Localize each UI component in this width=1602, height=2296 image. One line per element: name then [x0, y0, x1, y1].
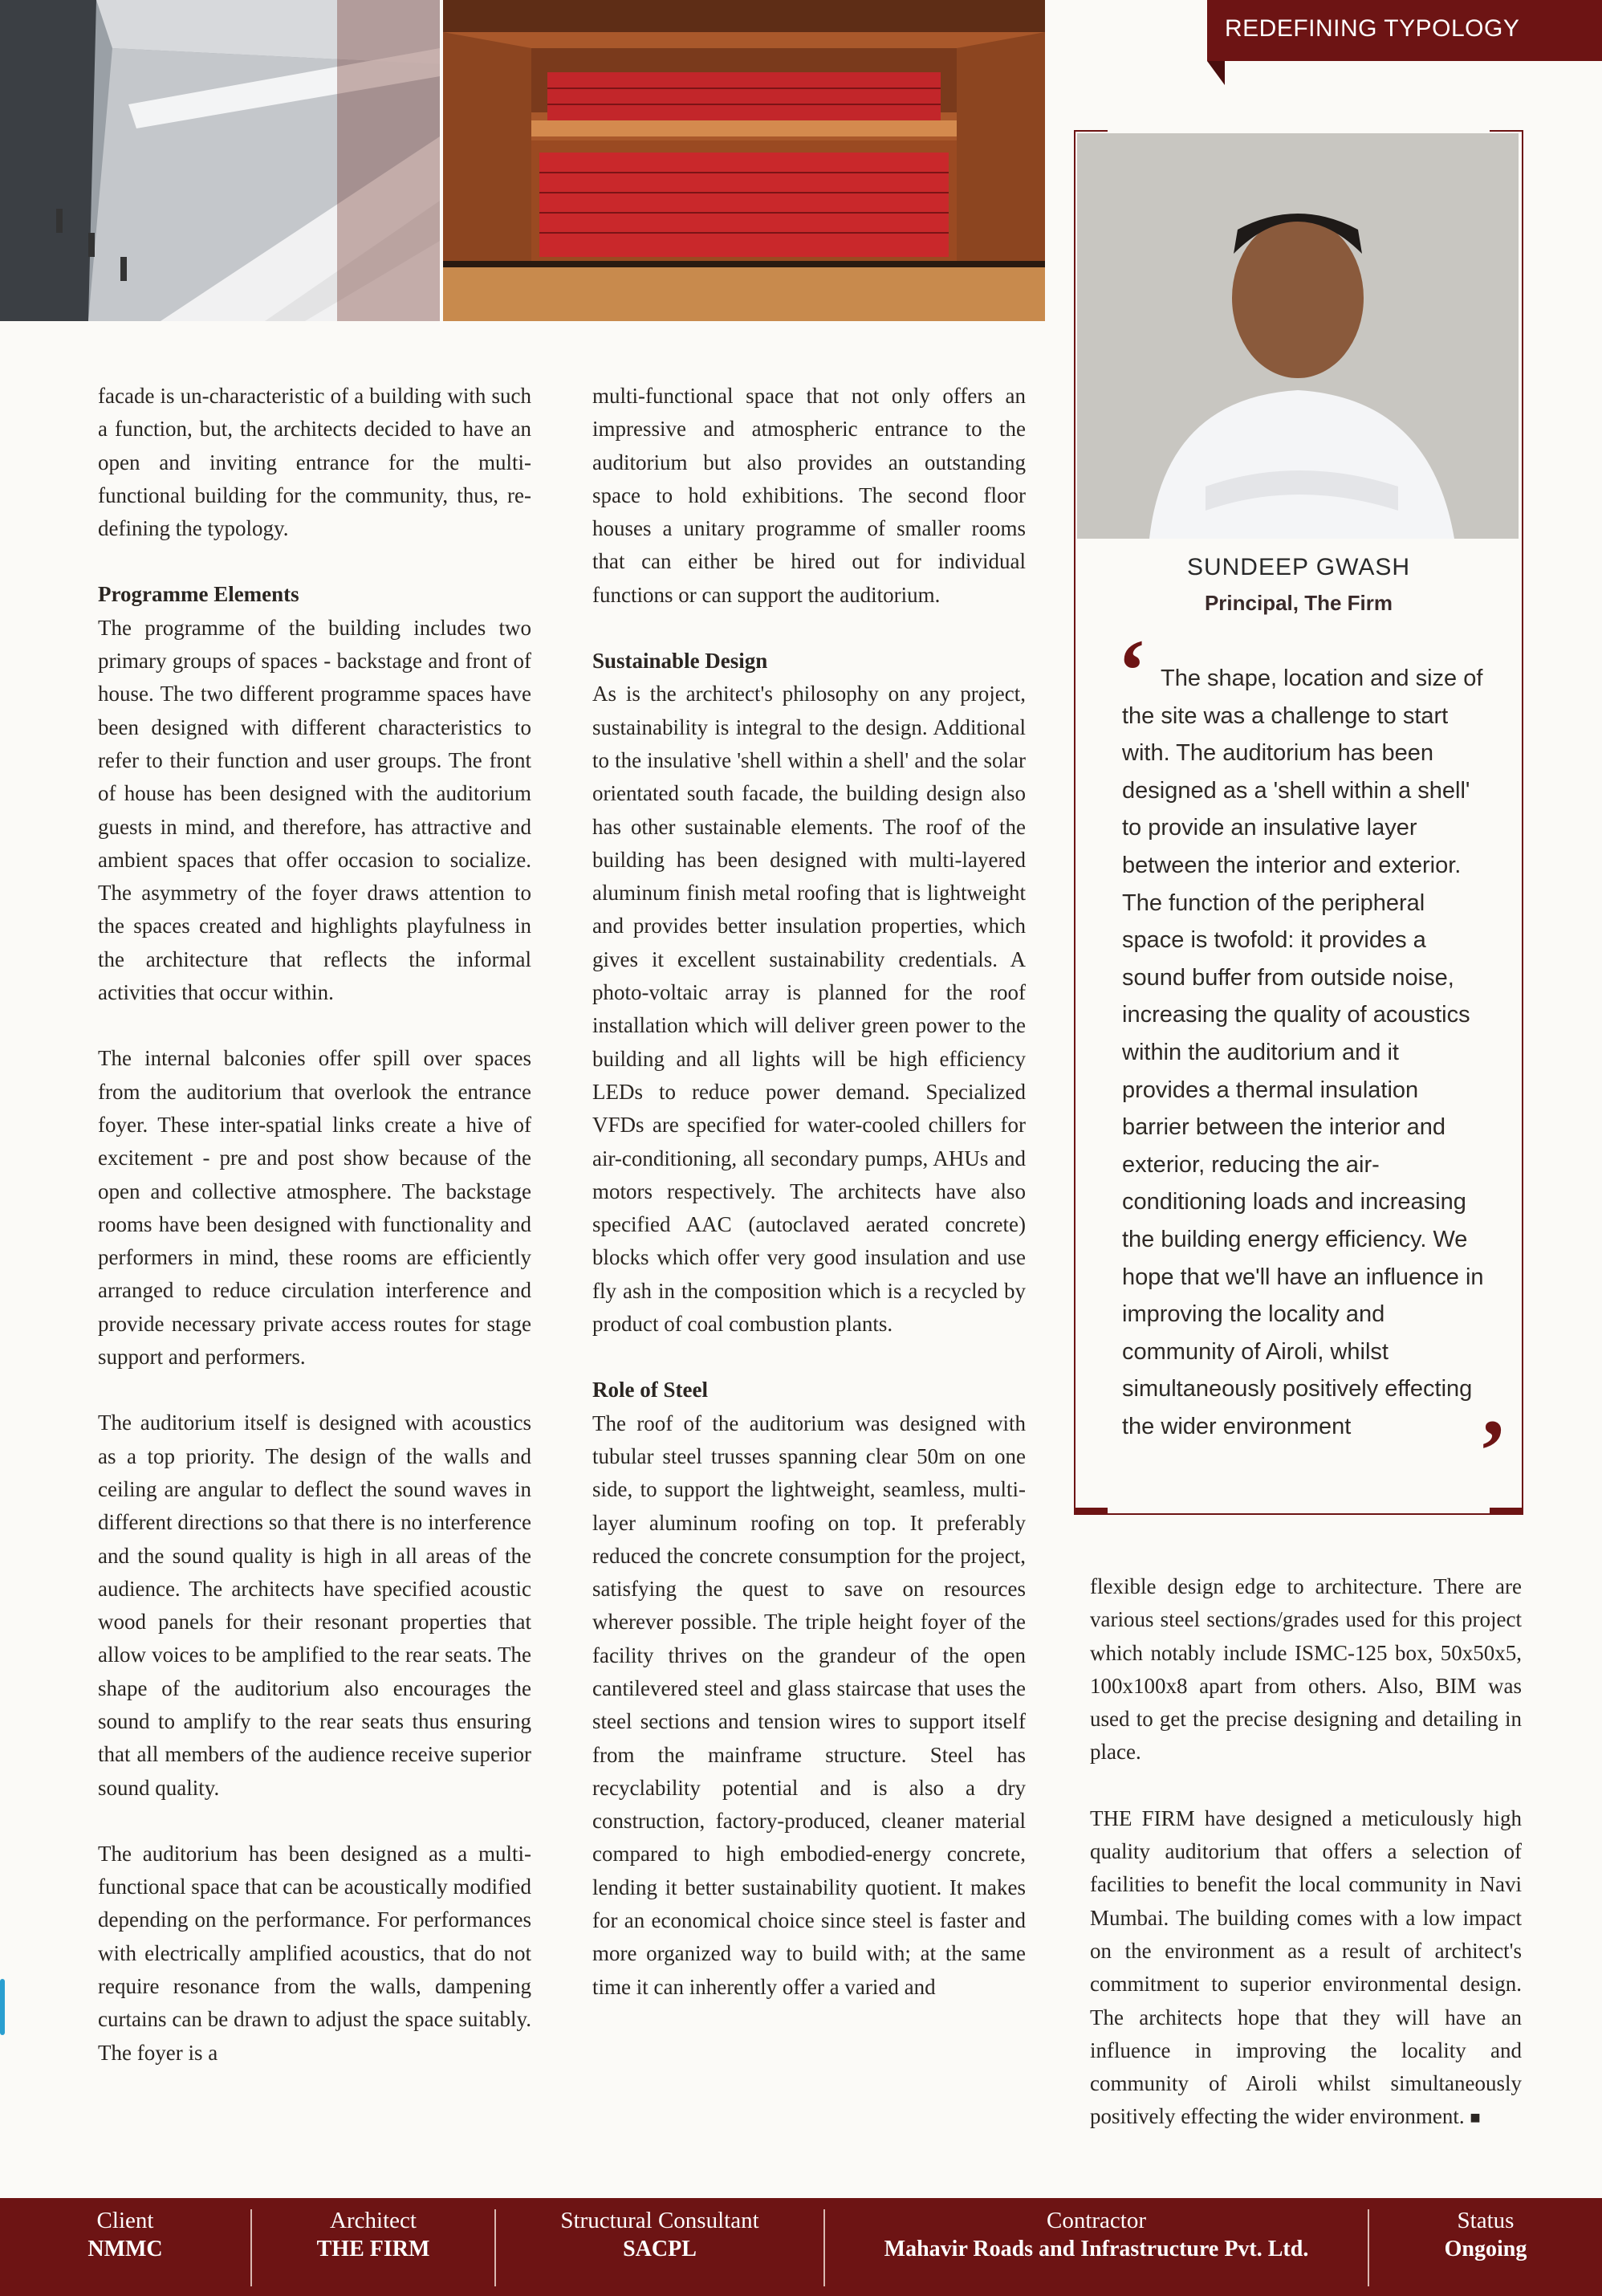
paragraph: multi-functional space that not only offers an impressive and atmospheric entrance to the auditorium but also provides an outstanding space to hold exhibitions. The second floor houses a unitary programme of smaller rooms that can either be hired out for individual functions or can support the auditorium.	[592, 384, 1026, 607]
person-role: Principal, The Firm	[1204, 591, 1393, 615]
heading-role-of-steel: Role of Steel	[592, 1378, 708, 1402]
credit-architect	[252, 2198, 494, 2296]
frame-gap-bottom	[1108, 1481, 1490, 1513]
article-column-1	[98, 380, 531, 2103]
paragraph: As is the architect's philosophy on any project, sustainability is integral to the design. Additional to the insulative 'shell within a shell' and the solar orientated south facade, the building design also has other sustainable elements. The roof of the building has been designed with multi-layered aluminum finish metal roofing that is lightweight and provides better insulation properties, which gives it excellent sustainability credentials. A photo-voltaic array is planned for the roof installation which will deliver green power to the building and all lights will be high efficiency LEDs to reduce power demand. Specialized VFDs are specified for water-cooled chillers for air-conditioning, all secondary pumps, AHUs and motors respectively. The architects have also specified AAC (autoclaved aerated concrete) blocks which offer very good insulation and use fly ash in the composition which is a recycled by product of coal combustion plants.	[592, 682, 1026, 1337]
credit-label: Client	[96, 2208, 154, 2233]
section-tag-notch	[1207, 61, 1225, 85]
credit-value: Ongoing	[1444, 2237, 1527, 2261]
paragraph: The auditorium has been designed as a multi-functional space that can be acoustically modified depending on the performance. For performances with electrically amplified acoustics, that do not require resonance from the walls, dampening curtains can be drawn to adjust the space suitably. The foyer is a	[98, 1841, 531, 2065]
paragraph: facade is un-characteristic of a building with such a function, but, the architects decided to have an open and inviting entrance for the multi-functional building for the community, thus, re-defining the typology.	[98, 384, 531, 541]
paragraph: The internal balconies offer spill over spaces from the auditorium that overlook the entrance foyer. These inter-spatial links create a hive of excitement - pre and post show because of the open and collective atmosphere. The backstage rooms have been designed with functionality and performers in mind, these rooms are efficiently arranged to reduce circulation interference and provide necessary private access routes for stage support and performers.	[98, 1046, 531, 1370]
paragraph-final	[1090, 1802, 1522, 2135]
credit-structural-consultant	[496, 2198, 823, 2296]
person-name: SUNDEEP GWASH	[1186, 554, 1411, 580]
paragraph: flexible design edge to architecture. There are various steel sections/grades used for this project which notably include ISMC-125 box, 50x50x5, 100x100x8 apart from others. Also, BIM was used to get the precise designing and detailing in place.	[1090, 1574, 1522, 1765]
open-quote-mark: ‘	[1117, 621, 1147, 719]
auditorium-interior-photo	[443, 0, 1045, 321]
page-edge-mark	[0, 1979, 5, 2035]
credit-value: SACPL	[623, 2237, 697, 2261]
portrait-photo	[1077, 133, 1519, 539]
pull-quote	[1117, 621, 1507, 1500]
credit-value: Mahavir Roads and Infrastructure Pvt. Ltd.	[884, 2237, 1309, 2261]
credit-client	[0, 2198, 250, 2296]
section-tag: REDEFINING TYPOLOGY	[1207, 0, 1602, 61]
credit-value: THE FIRM	[316, 2237, 430, 2261]
paragraph: The auditorium itself is designed with acoustics as a top priority. The design of the walls and ceiling are angular to deflect the sound waves in different directions so that there is no interference and the sound quality is high in all areas of the audience. The architects have specified acoustic wood panels for their resonant properties that allow voices to be amplified to the rear seats. The shape of the auditorium also encourages the sound to amplify to the rear seats thus ensuring that all members of the audience receive superior sound quality.	[98, 1411, 531, 1800]
heading-sustainable-design: Sustainable Design	[592, 649, 768, 674]
paragraph: The programme of the building includes two primary groups of spaces - backstage and front of house. The two different programme spaces have been designed with different characteristics to refer to their function and user groups. The front of house has been designed with the auditorium guests in mind, and therefore, has attractive and ambient spaces that offer occasion to socialize. The asymmetry of the foyer draws attention to the spaces created and highlights playfulness in the architecture that reflects the informal activities that occur within.	[98, 615, 531, 1005]
credit-label: Structural Consultant	[560, 2208, 759, 2233]
quote-text: The shape, location and size of the site was a challenge to start with. The auditorium has been designed as a 'shell within a shell' to provide an insulative layer between the interior and exterior. The function of the peripheral space is twofold: it provides a sound buffer from outside noise, increasing the quality of acoustics within the auditorium and it provides a thermal insulation barrier between the interior and exterior, reducing the air-conditioning loads and increasing the building energy efficiency. We hope that we'll have an influence in improving the locality and community of Airoli, whilst simultaneously positively effecting the wider environment	[1122, 666, 1484, 1439]
credit-label: Status	[1457, 2208, 1515, 2233]
close-quote-mark: ’	[1478, 1402, 1507, 1500]
credit-contractor	[825, 2198, 1368, 2296]
foyer-staircase-photo	[0, 0, 440, 321]
article-column-3	[1090, 1570, 1522, 2135]
credit-status	[1369, 2198, 1602, 2296]
paragraph-text: THE FIRM have designed a meticulously high quality auditorium that offers a selection of facilities to benefit the local community in Navi Mumbai. The building comes with a low impact on the environment as a result of architect's commitment to superior environmental design. The architects hope that they will have an influence in improving the locality and community of Airoli whilst simultaneously positively effecting the wider environment.	[1090, 1805, 1522, 2129]
article-column-2	[592, 380, 1026, 2037]
credit-label: Contractor	[1046, 2208, 1146, 2233]
credit-label: Architect	[330, 2208, 417, 2233]
paragraph: The roof of the auditorium was designed with tubular steel trusses spanning clear 50m on one side, to support the lightweight, seamless, multi-layer aluminum roofing on top. It preferably reduced the concrete consumption for the project, satisfying the quest to save on resources wherever possible. The triple height foyer of the facility thrives on the grandeur of the open cantilevered steel and glass staircase that uses the steel sections and tension wires to support itself from the mainframe structure. Steel has recyclability potential and is also a dry construction, factory-produced, cleaner material compared to high embodied-energy concrete, lending it better sustainability quotient. It makes for an economical choice since steel is faster and more organized way to build with; at the same time it can inherently offer a varied and	[592, 1411, 1026, 1999]
credit-value: NMMC	[87, 2237, 163, 2261]
end-of-article-mark: ■	[1470, 2107, 1481, 2128]
heading-programme-elements: Programme Elements	[98, 582, 299, 607]
